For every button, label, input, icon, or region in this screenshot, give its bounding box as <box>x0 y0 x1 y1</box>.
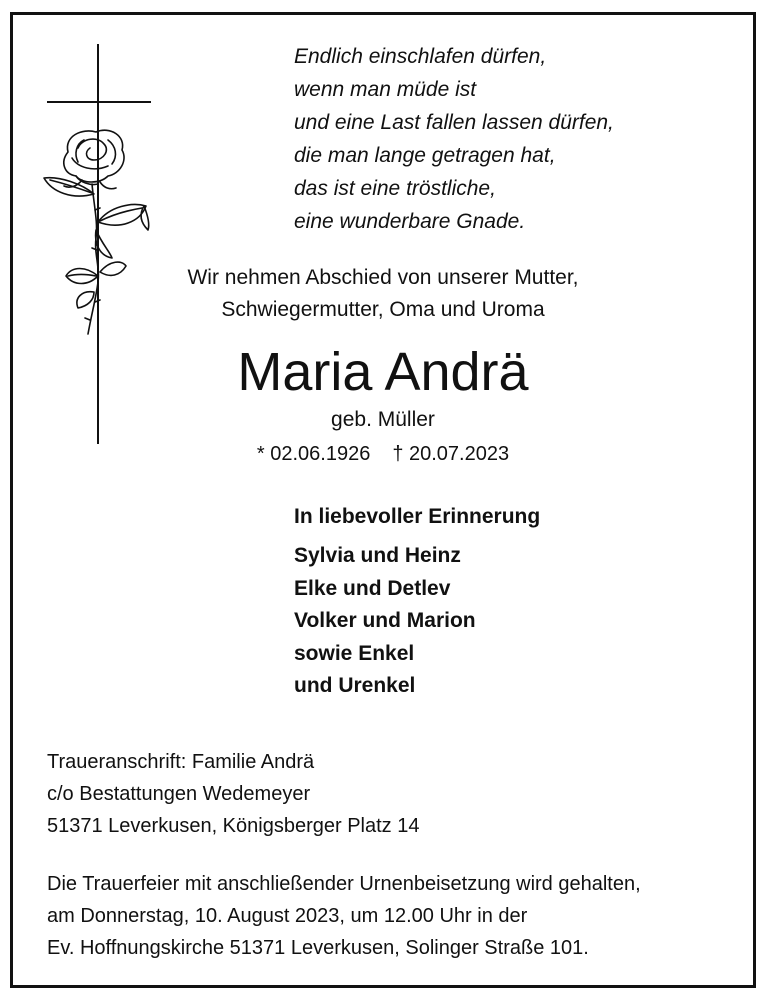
mourning-address <box>47 746 419 842</box>
mourner-entry: Volker und Marion <box>294 609 476 632</box>
mourner-entry: sowie Enkel <box>294 641 415 665</box>
mourner-entry: Elke und Detlev <box>294 576 451 600</box>
farewell-intro <box>0 262 766 326</box>
service-line: am Donnerstag, 10. August 2023, um 12.00 Uhr in der <box>47 905 528 927</box>
life-dates <box>0 440 766 468</box>
birth-date: * 02.06.1926 <box>256 443 371 465</box>
service-line: Die Trauerfeier mit anschließender Urnenbeisetzung wird gehalten, <box>47 873 641 895</box>
poem-line: Endlich einschlafen dürfen, <box>294 45 547 68</box>
address-line: Traueranschrift: Familie Andrä <box>47 751 315 773</box>
poem-line: eine wunderbare Gnade. <box>294 210 526 233</box>
poem-line: und eine Last fallen lassen dürfen, <box>294 111 614 134</box>
funeral-service-info <box>47 868 641 964</box>
service-line: Ev. Hoffnungskirche 51371 Leverkusen, Solinger Straße 101. <box>47 937 589 959</box>
mourners-list <box>294 540 476 703</box>
maiden-name: geb. Müller <box>331 408 435 431</box>
remembrance-heading: In liebevoller Erinnerung <box>294 505 541 528</box>
address-line: c/o Bestattungen Wedemeyer <box>47 783 311 805</box>
poem-line: die man lange getragen hat, <box>294 144 556 167</box>
poem-line: das ist eine tröstliche, <box>294 177 496 200</box>
poem-line: wenn man müde ist <box>294 78 477 101</box>
poem <box>294 40 614 238</box>
address-line: 51371 Leverkusen, Königsberger Platz 14 <box>47 815 420 837</box>
intro-line: Schwiegermutter, Oma und Uroma <box>221 298 545 321</box>
mourner-entry: und Urenkel <box>294 674 416 697</box>
mourner-entry: Sylvia und Heinz <box>294 544 461 567</box>
intro-line: Wir nehmen Abschied von unserer Mutter, <box>187 266 579 289</box>
cross-icon-beam <box>47 101 151 103</box>
death-date: † 20.07.2023 <box>392 443 510 465</box>
deceased-name: Maria Andrä <box>237 342 529 402</box>
